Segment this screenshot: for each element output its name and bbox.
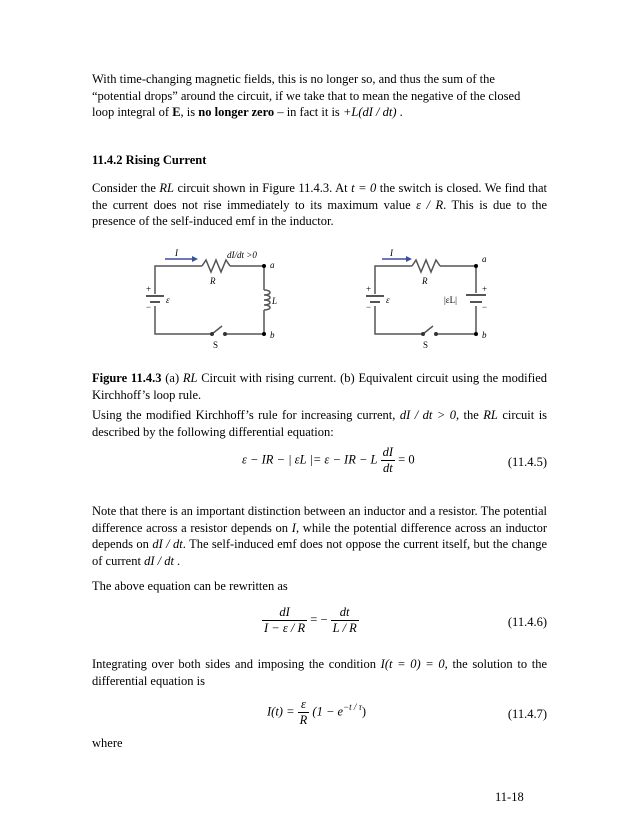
intro-paragraph xyxy=(92,71,547,121)
where-paragraph: where xyxy=(92,736,123,750)
current-arrow xyxy=(192,256,198,262)
current-label: I xyxy=(390,248,393,258)
fraction xyxy=(331,605,359,636)
equation-11-4-7 xyxy=(92,697,547,737)
numerator: ε xyxy=(298,697,310,713)
text-run: Using the modified Kirchhoff’s rule for increasing current, xyxy=(92,408,396,422)
minus-sign: − xyxy=(482,302,488,312)
text-run: (a) xyxy=(165,371,180,385)
kirchhoff-paragraph xyxy=(92,407,547,440)
text-run: the switch is closed. We find that the current does not rise immediately to its maximum value xyxy=(92,181,547,212)
inline-math: dI / dt xyxy=(152,537,183,551)
caption-label: Figure 11.4.3 xyxy=(92,371,162,385)
text-run: Note that there is an important distinction between an inductor and a resistor. The potential difference across a resistor depends on xyxy=(92,504,547,535)
circuit-b-diagram xyxy=(360,246,510,351)
emf-label: ε xyxy=(166,295,170,305)
resistor-zigzag xyxy=(412,260,440,272)
text-run: , the xyxy=(455,408,479,422)
resistor-label: R xyxy=(422,276,428,286)
switch-label: S xyxy=(423,340,429,350)
text-line: With time-changing magnetic fields, this is no longer so, and thus the sum of the xyxy=(92,72,495,86)
rl-term: RL xyxy=(483,408,498,422)
denominator: L / R xyxy=(332,621,357,635)
inline-math: t = 0 xyxy=(351,181,377,195)
text-run: Integrating over both sides and imposing the condition xyxy=(92,657,376,671)
numerator: dI xyxy=(382,445,394,459)
fraction xyxy=(262,605,307,636)
rl-term: RL xyxy=(182,371,198,385)
equals-minus: = − xyxy=(310,612,328,627)
equation-number: (11.4.5) xyxy=(507,455,547,469)
equation-lhs: ε − IR − | εL |= ε − IR − L xyxy=(242,452,378,467)
didt-label: dI/dt >0 xyxy=(227,250,257,260)
text-run: circuit is described by the following differential equation: xyxy=(92,408,548,439)
equation-11-4-5 xyxy=(92,445,547,485)
inline-math: dI / dt xyxy=(144,553,174,568)
vector-E: E xyxy=(172,105,181,119)
resistor-zigzag xyxy=(202,260,230,272)
text-run: Consider the xyxy=(92,181,156,195)
text-run: circuit shown in Figure 11.4.3. At xyxy=(177,181,348,195)
text-run: . xyxy=(399,105,403,119)
text-run: . xyxy=(177,553,181,568)
numerator: dI xyxy=(262,605,307,621)
minus-sign: − xyxy=(146,302,152,312)
rewritten-paragraph: The above equation can be rewritten as xyxy=(92,579,288,593)
exponent: −t / τ xyxy=(343,702,362,713)
plus-sign: + xyxy=(366,284,372,294)
node-a-label: a xyxy=(270,260,275,270)
text-run: . This is due to the presence of the self-induced emf in the inductor. xyxy=(92,197,547,228)
inductor-coil xyxy=(264,290,270,310)
node-b-label: b xyxy=(482,330,487,340)
equation-lhs: I(t) = xyxy=(267,704,295,719)
page-number: 11-18 xyxy=(495,790,524,804)
bold-phrase: no longer zero xyxy=(198,105,275,119)
minus-sign: − xyxy=(366,302,372,312)
section-heading: 11.4.2 Rising Current xyxy=(92,153,207,167)
inline-math: I(t = 0) = 0 xyxy=(380,657,445,671)
switch-label: S xyxy=(213,340,219,350)
resistor-label: R xyxy=(210,276,216,286)
equation-number: (11.4.7) xyxy=(507,707,547,721)
text-run: , while the potential difference across an inductor depends on xyxy=(92,520,547,551)
numerator: dt xyxy=(331,605,359,621)
fraction xyxy=(298,697,310,728)
self-induced-emf-label: |εL| xyxy=(444,295,457,305)
denominator: I − ε / R xyxy=(264,621,306,635)
node-a-label: a xyxy=(482,254,487,264)
denominator: R xyxy=(299,713,308,727)
text-line: “potential drops” around the circuit, if we take that to mean the negative of the closed xyxy=(92,88,521,103)
current-arrow xyxy=(406,256,412,262)
inline-math: +L(dI / dt) xyxy=(342,105,397,119)
inline-math: I xyxy=(291,520,296,535)
inductor-label: L xyxy=(272,296,278,306)
denominator: dt xyxy=(382,461,393,475)
distinction-paragraph xyxy=(92,503,547,569)
plus-sign: + xyxy=(146,284,152,294)
text-run: loop integral of xyxy=(92,105,170,119)
emf-label: ε xyxy=(386,295,390,305)
equation-number: (11.4.6) xyxy=(507,615,547,629)
rl-term: RL xyxy=(159,181,174,195)
inline-math: ε / R xyxy=(416,197,444,212)
circuit-a-diagram xyxy=(140,246,290,351)
equation-rhs: = 0 xyxy=(398,452,415,467)
text-run: , is xyxy=(180,105,196,119)
integration-paragraph xyxy=(92,656,547,689)
equation-rhs: (1 − e xyxy=(312,704,344,719)
text-run: , the solution to the differential equation is xyxy=(92,657,548,688)
inline-math: dI / dt > 0 xyxy=(399,408,456,422)
rising-current-paragraph xyxy=(92,180,547,230)
closing-paren: ) xyxy=(361,704,367,719)
node-b-label: b xyxy=(270,330,275,340)
text-run: – in fact it is xyxy=(277,105,340,119)
equation-11-4-6 xyxy=(92,605,547,645)
text-run: Circuit with rising current. (b) Equivalent circuit using the modified Kirchhoff’s loop rule. xyxy=(92,371,548,402)
current-label: I xyxy=(175,248,178,258)
fraction xyxy=(381,445,395,476)
figure-caption xyxy=(92,370,547,403)
plus-sign: + xyxy=(482,284,488,294)
text-run: . The self-induced emf does not oppose the current itself, but the change of current xyxy=(92,537,548,568)
